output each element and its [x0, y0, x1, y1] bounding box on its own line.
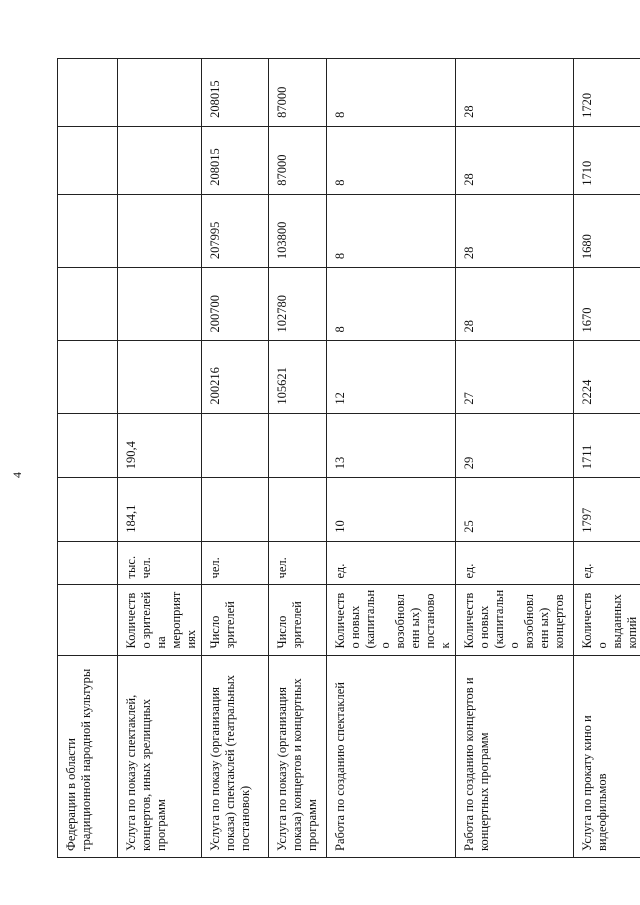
indicators-table [57, 58, 640, 858]
value-cell: 8 [327, 268, 456, 341]
value-cell [58, 478, 118, 541]
value-cell: 1680 [574, 194, 640, 267]
value-cell: 200700 [202, 268, 269, 341]
service-name-cell: Услуга по прокату кино и видеофильмов [574, 655, 640, 857]
value-cell: 102780 [269, 268, 327, 341]
unit-cell: ед. [456, 541, 574, 585]
indicator-name-cell: Количество выданных копий [574, 585, 640, 655]
indicator-name-cell: Количество новых (капитально возобновленн ых) постановок [327, 585, 456, 655]
rotated-table-container [57, 58, 639, 858]
value-cell: 2224 [574, 341, 640, 413]
service-name-cell: Услуга по показу (организация показа) спектаклей (театральных постановок) [202, 655, 269, 857]
value-cell: 8 [327, 194, 456, 267]
indicator-name-cell [58, 585, 118, 655]
page-number: 4 [10, 472, 24, 478]
value-cell: 25 [456, 478, 574, 541]
indicator-name-cell: Количество новых (капитально возобновленн ых) концертов [456, 585, 574, 655]
unit-cell: ед. [574, 541, 640, 585]
value-cell [58, 194, 118, 267]
table-row [327, 59, 456, 858]
unit-cell: ед. [327, 541, 456, 585]
value-cell: 207995 [202, 194, 269, 267]
value-cell: 1797 [574, 478, 640, 541]
indicator-name-cell: Количество зрителей на мероприятиях [118, 585, 202, 655]
value-cell [269, 413, 327, 478]
value-cell [118, 341, 202, 413]
value-cell [58, 268, 118, 341]
value-cell [269, 478, 327, 541]
table-row [118, 59, 202, 858]
value-cell [58, 126, 118, 194]
table-row [269, 59, 327, 858]
service-name-cell: Услуга по показу спектаклей, концертов, иных зрелищных программ [118, 655, 202, 857]
table-row [574, 59, 640, 858]
value-cell: 28 [456, 268, 574, 341]
value-cell: 8 [327, 59, 456, 127]
table-body [58, 59, 640, 858]
value-cell [118, 194, 202, 267]
value-cell: 1670 [574, 268, 640, 341]
value-cell [118, 59, 202, 127]
service-name-cell: Работа по созданию спектаклей [327, 655, 456, 857]
value-cell: 13 [327, 413, 456, 478]
value-cell: 27 [456, 341, 574, 413]
value-cell [58, 59, 118, 127]
value-cell: 87000 [269, 126, 327, 194]
value-cell: 28 [456, 126, 574, 194]
value-cell: 12 [327, 341, 456, 413]
service-name-cell: Работа по созданию концертов и концертных программ [456, 655, 574, 857]
value-cell: 200216 [202, 341, 269, 413]
indicator-name-cell: Число зрителей [202, 585, 269, 655]
value-cell: 10 [327, 478, 456, 541]
value-cell [202, 413, 269, 478]
value-cell: 190,4 [118, 413, 202, 478]
value-cell: 1711 [574, 413, 640, 478]
value-cell: 1710 [574, 126, 640, 194]
value-cell: 28 [456, 59, 574, 127]
value-cell: 184,1 [118, 478, 202, 541]
value-cell: 208015 [202, 126, 269, 194]
value-cell: 29 [456, 413, 574, 478]
value-cell: 28 [456, 194, 574, 267]
value-cell [118, 268, 202, 341]
table-row [58, 59, 118, 858]
unit-cell: чел. [269, 541, 327, 585]
value-cell: 87000 [269, 59, 327, 127]
value-cell [58, 413, 118, 478]
unit-cell [58, 541, 118, 585]
value-cell: 1720 [574, 59, 640, 127]
indicator-name-cell: Число зрителей [269, 585, 327, 655]
unit-cell: чел. [202, 541, 269, 585]
value-cell: 8 [327, 126, 456, 194]
unit-cell: тыс. чел. [118, 541, 202, 585]
value-cell [58, 341, 118, 413]
value-cell: 103800 [269, 194, 327, 267]
table-row [202, 59, 269, 858]
value-cell: 208015 [202, 59, 269, 127]
table-row [456, 59, 574, 858]
value-cell [118, 126, 202, 194]
value-cell: 105621 [269, 341, 327, 413]
service-name-cell: Услуга по показу (организация показа) концертов и концертных программ [269, 655, 327, 857]
service-name-cell: Федерации в области традиционной народной культуры [58, 655, 118, 857]
value-cell [202, 478, 269, 541]
